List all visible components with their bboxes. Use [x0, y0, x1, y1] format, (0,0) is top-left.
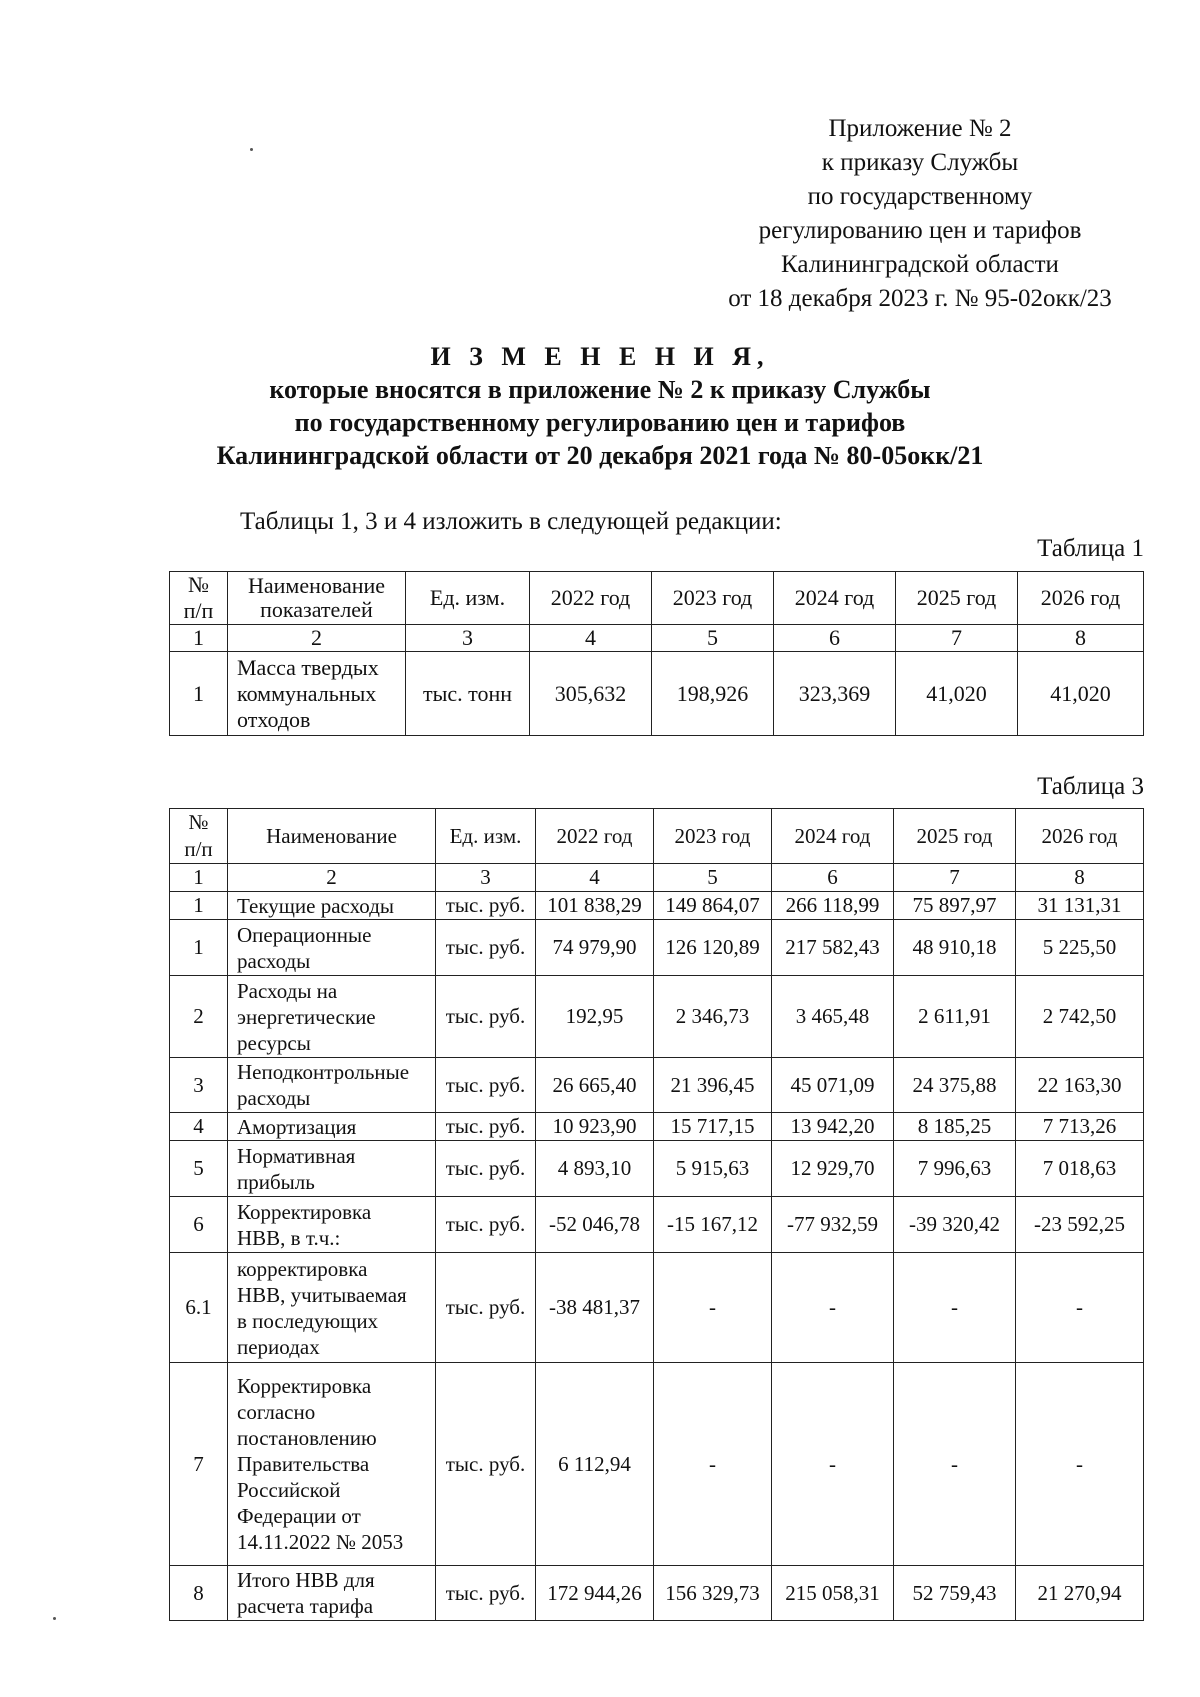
table-cell: -52 046,78 [536, 1197, 654, 1253]
table-cell: 13 942,20 [772, 1113, 894, 1141]
table-cell: 3 [170, 1058, 228, 1113]
table-row [170, 1058, 1144, 1113]
header-cell: 2026 год [1016, 809, 1144, 864]
table-cell: 5 [652, 625, 774, 652]
table-cell: 7 018,63 [1016, 1141, 1144, 1197]
table-cell: 172 944,26 [536, 1566, 654, 1621]
header-cell: 2026 год [1018, 572, 1144, 625]
header-cell: № п/п [170, 572, 228, 625]
table-row [170, 1197, 1144, 1253]
table-cell: 5 915,63 [654, 1141, 772, 1197]
table-cell: 215 058,31 [772, 1566, 894, 1621]
table-cell: тыс. руб. [436, 1253, 536, 1363]
table-cell: 5 [654, 864, 772, 892]
table-cell: 198,926 [652, 652, 774, 736]
table-cell: тыс. руб. [436, 1363, 536, 1566]
table-cell: 26 665,40 [536, 1058, 654, 1113]
table-cell: 8 185,25 [894, 1113, 1016, 1141]
table-cell: 305,632 [530, 652, 652, 736]
table-cell: - [654, 1363, 772, 1566]
table-row [170, 976, 1144, 1058]
table-cell: 6 [774, 625, 896, 652]
table-cell: 22 163,30 [1016, 1058, 1144, 1113]
header-cell: Ед. изм. [406, 572, 530, 625]
table-cell: 5 225,50 [1016, 920, 1144, 976]
table-row [170, 1566, 1144, 1621]
table-row [170, 1363, 1144, 1566]
heading-line: Калининградской области от 20 декабря 2021 года № 80-05окк/21 [216, 441, 984, 470]
table-cell: - [1016, 1253, 1144, 1363]
annex-line: Приложение № 2 [828, 115, 1012, 142]
document-heading [100, 340, 1100, 472]
intro-text: Таблицы 1, 3 и 4 изложить в следующей редакции: [240, 508, 782, 535]
table-cell: 1 [170, 892, 228, 920]
table-cell: 15 717,15 [654, 1113, 772, 1141]
annex-line: Калининградской области [781, 251, 1059, 278]
table-cell: 1 [170, 625, 228, 652]
table-cell: - [772, 1253, 894, 1363]
annex-block [700, 112, 1140, 316]
table-cell: Корректировка согласно постановлению Правительства Российской Федерации от 14.11.2022 № 2053 [228, 1363, 436, 1566]
table-cell: 41,020 [896, 652, 1018, 736]
table-cell: Масса твердых коммунальных отходов [228, 652, 406, 736]
table-cell: 217 582,43 [772, 920, 894, 976]
header-cell: Наименование показателей [228, 572, 406, 625]
table-cell: -38 481,37 [536, 1253, 654, 1363]
table-cell: 4 [536, 864, 654, 892]
table-cell: 266 118,99 [772, 892, 894, 920]
header-cell: 2024 год [774, 572, 896, 625]
header-cell: 2022 год [530, 572, 652, 625]
table-cell: 192,95 [536, 976, 654, 1058]
table-cell: 8 [1016, 864, 1144, 892]
table-cell: Амортизация [228, 1113, 436, 1141]
table-cell: Расходы на энергетические ресурсы [228, 976, 436, 1058]
table-cell: 6 [772, 864, 894, 892]
table-cell: 1 [170, 920, 228, 976]
header-cell: № п/п [170, 809, 228, 864]
table-cell: Текущие расходы [228, 892, 436, 920]
table-row [170, 892, 1144, 920]
annex-line: регулированию цен и тарифов [758, 217, 1082, 244]
table-cell: 1 [170, 864, 228, 892]
table-cell: тыс. руб. [436, 1566, 536, 1621]
table-cell: 10 923,90 [536, 1113, 654, 1141]
table-cell: 7 [894, 864, 1016, 892]
table-cell: -15 167,12 [654, 1197, 772, 1253]
table-cell: корректировка НВВ, учитываемая в последующих периодах [228, 1253, 436, 1363]
table-row [170, 652, 1144, 736]
table-cell: тыс. тонн [406, 652, 530, 736]
heading-title: И З М Е Н Е Н И Я, [430, 342, 770, 371]
table-cell: 6 [170, 1197, 228, 1253]
table-cell: - [654, 1253, 772, 1363]
heading-line: по государственному регулированию цен и тарифов [294, 408, 906, 437]
table-cell: 75 897,97 [894, 892, 1016, 920]
table-cell: 2 742,50 [1016, 976, 1144, 1058]
table-cell: 7 713,26 [1016, 1113, 1144, 1141]
table-cell: тыс. руб. [436, 892, 536, 920]
table-cell: 2 [228, 625, 406, 652]
header-cell: Наименование [228, 809, 436, 864]
annex-line: по государственному [807, 183, 1033, 210]
table-cell: 52 759,43 [894, 1566, 1016, 1621]
table3-caption: Таблица 3 [1037, 773, 1144, 800]
header-cell: 2025 год [894, 809, 1016, 864]
table-cell: 4 [170, 1113, 228, 1141]
table-cell: - [894, 1253, 1016, 1363]
table-cell: 2 346,73 [654, 976, 772, 1058]
table-cell: 24 375,88 [894, 1058, 1016, 1113]
header-cell: 2023 год [654, 809, 772, 864]
table-cell: 31 131,31 [1016, 892, 1144, 920]
table-row [170, 1141, 1144, 1197]
table-cell: 2 [170, 976, 228, 1058]
table-cell: 21 396,45 [654, 1058, 772, 1113]
table-cell: 1 [170, 652, 228, 736]
header-cell: Ед. изм. [436, 809, 536, 864]
table-cell: 126 120,89 [654, 920, 772, 976]
scan-speck [250, 148, 253, 151]
table-cell: Корректировка НВВ, в т.ч.: [228, 1197, 436, 1253]
table-cell: - [1016, 1363, 1144, 1566]
header-cell: 2024 год [772, 809, 894, 864]
header-cell: 2025 год [896, 572, 1018, 625]
table-cell: 7 [896, 625, 1018, 652]
table-cell: Нормативная прибыль [228, 1141, 436, 1197]
table-cell: Итого НВВ для расчета тарифа [228, 1566, 436, 1621]
table-row [170, 920, 1144, 976]
table-cell: 101 838,29 [536, 892, 654, 920]
table-cell: 5 [170, 1141, 228, 1197]
table-3 [169, 808, 1144, 1621]
table-cell: 4 893,10 [536, 1141, 654, 1197]
table-cell: 6 112,94 [536, 1363, 654, 1566]
column-number-row [170, 625, 1144, 652]
annex-line: к приказу Службы [821, 149, 1019, 176]
table-cell: Неподконтрольные расходы [228, 1058, 436, 1113]
scan-speck [53, 1617, 56, 1620]
table-cell: 3 [436, 864, 536, 892]
header-cell: 2022 год [536, 809, 654, 864]
table-cell: Операционные расходы [228, 920, 436, 976]
table-cell: 45 071,09 [772, 1058, 894, 1113]
table-cell: -77 932,59 [772, 1197, 894, 1253]
table-cell: 4 [530, 625, 652, 652]
table-cell: 74 979,90 [536, 920, 654, 976]
annex-line: от 18 декабря 2023 г. № 95-02окк/23 [728, 285, 1112, 312]
table-cell: 8 [1018, 625, 1144, 652]
table-header-row [170, 809, 1144, 864]
table-cell: 41,020 [1018, 652, 1144, 736]
table-cell: 156 329,73 [654, 1566, 772, 1621]
table-cell: 48 910,18 [894, 920, 1016, 976]
table-cell: 7 [170, 1363, 228, 1566]
table-header-row [170, 572, 1144, 625]
table-cell: 3 [406, 625, 530, 652]
table-row [170, 1253, 1144, 1363]
table-row [170, 1113, 1144, 1141]
column-number-row [170, 864, 1144, 892]
table-cell: 7 996,63 [894, 1141, 1016, 1197]
table-cell: -23 592,25 [1016, 1197, 1144, 1253]
table-cell: 21 270,94 [1016, 1566, 1144, 1621]
table-cell: -39 320,42 [894, 1197, 1016, 1253]
table-cell: 6.1 [170, 1253, 228, 1363]
header-cell: 2023 год [652, 572, 774, 625]
table-cell: тыс. руб. [436, 1113, 536, 1141]
table-cell: 8 [170, 1566, 228, 1621]
table-cell: 149 864,07 [654, 892, 772, 920]
table-cell: тыс. руб. [436, 1058, 536, 1113]
table-cell: 3 465,48 [772, 976, 894, 1058]
table-cell: тыс. руб. [436, 1141, 536, 1197]
table-cell: - [894, 1363, 1016, 1566]
table-cell: тыс. руб. [436, 920, 536, 976]
table-cell: тыс. руб. [436, 976, 536, 1058]
table-cell: тыс. руб. [436, 1197, 536, 1253]
heading-line: которые вносятся в приложение № 2 к приказу Службы [269, 375, 931, 404]
table-1 [169, 571, 1144, 736]
table-cell: 323,369 [774, 652, 896, 736]
table-cell: 2 611,91 [894, 976, 1016, 1058]
table-cell: - [772, 1363, 894, 1566]
table-cell: 2 [228, 864, 436, 892]
table1-caption: Таблица 1 [1037, 535, 1144, 562]
table-cell: 12 929,70 [772, 1141, 894, 1197]
